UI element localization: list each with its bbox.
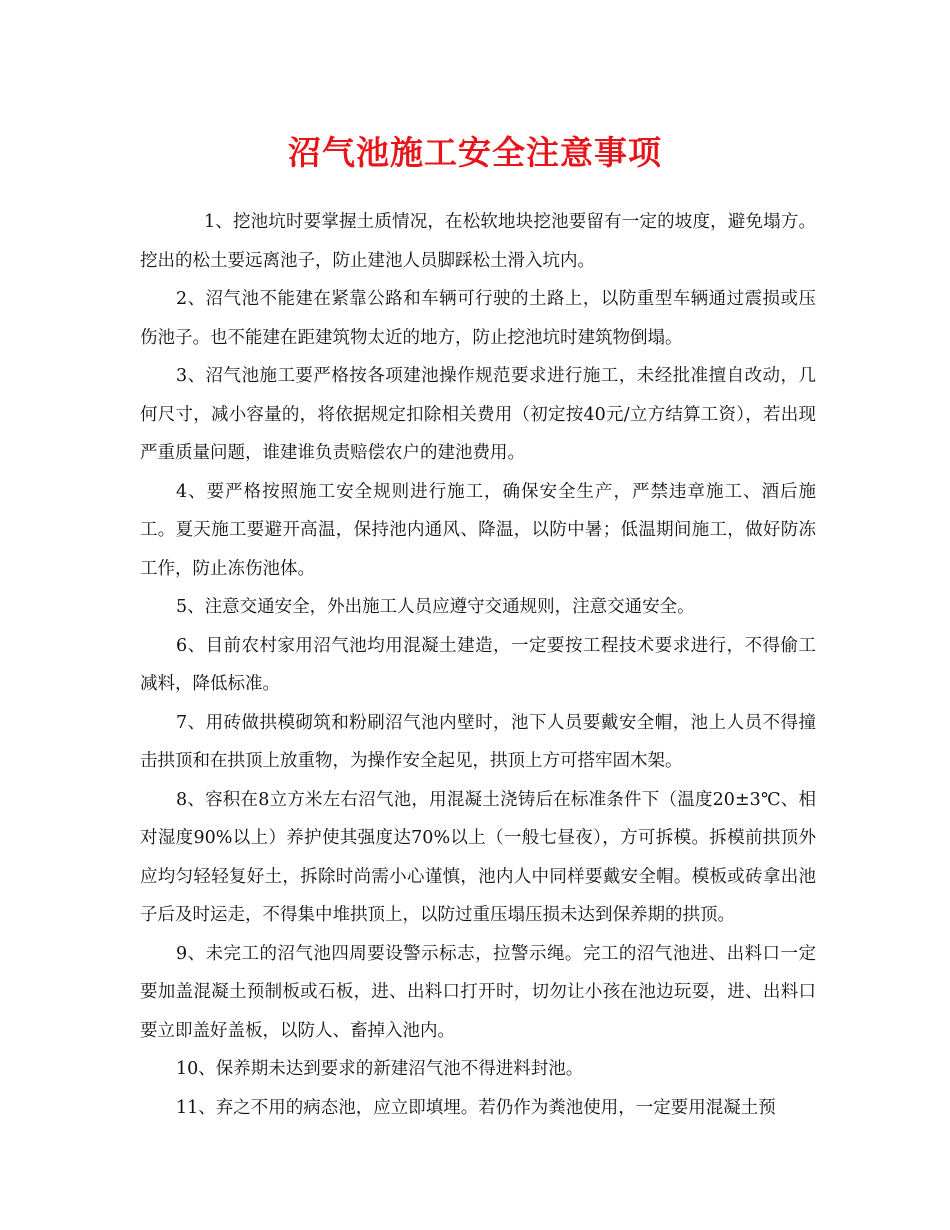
paragraph-10: 10、保养期未达到要求的新建沼气池不得进料封池。 [176,1059,584,1079]
paragraph-7: 7、用砖做拱模砌筑和粉刷沼气池内壁时，池下人员要戴安全帽，池上人员不得撞击拱顶和在拱顶上放重物，为操作安全起见，拱顶上方可搭牢固木架。 [140,712,816,771]
paragraph-3: 3、沼气池施工要严格按各项建池操作规范要求进行施工，未经批准擅自改动，几何尺寸，减小容量的，将依据规定扣除相关费用（初定按40元/立方结算工资），若出现严重质量问题，谁建谁负责赔偿农户的建池费用。 [140,366,816,463]
paragraph-6: 6、目前农村家用沼气池均用混凝土建造，一定要按工程技术要求进行，不得偷工减料，降低标准。 [140,635,816,694]
paragraph-1: 1、挖池坑时要掌握土质情况，在松软地块挖池要留有一定的坡度，避免塌方。挖出的松土要远离池子，防止建池人员脚踩松土滑入坑内。 [140,212,816,271]
paragraph-11: 11、弃之不用的病态池，应立即填埋。若仍作为粪池使用，一定要用混凝土预 [176,1097,776,1118]
document-body [140,203,816,1127]
paragraph-2: 2、沼气池不能建在紧靠公路和车辆可行驶的土路上，以防重型车辆通过震损或压伤池子。也不能建在距建筑物太近的地方，防止挖池坑时建筑物倒塌。 [140,289,816,348]
paragraph-9: 9、未完工的沼气池四周要设警示标志，拉警示绳。完工的沼气池进、出料口一定要加盖混凝土预制板或石板，进、出料口打开时，切勿让小孩在池边玩耍，进、出料口要立即盖好盖板，以防人、畜掉入池内。 [140,943,816,1041]
paragraph-5: 5、注意交通安全，外出施工人员应遵守交通规则，注意交通安全。 [176,597,695,617]
paragraph-8: 8、容积在8立方米左右沼气池，用混凝土浇铸后在标准条件下（温度20±3℃、相对湿度90%以上）养护使其强度达70%以上（一般七昼夜），方可拆模。拆模前拱顶外应均匀轻轻复好土，拆除时尚需小心谨慎，池内人中同样要戴安全帽。模板或砖拿出池子后及时运走，不得集中堆拱顶上，以防过重压塌压损未达到保养期的拱顶。 [140,789,816,925]
document-title: 沼气池施工安全注意事项 [288,133,662,172]
paragraph-4: 4、要严格按照施工安全规则进行施工，确保安全生产，严禁违章施工、酒后施工。夏天施工要避开高温，保持池内通风、降温，以防中暑；低温期间施工，做好防冻工作，防止冻伤池体。 [140,481,816,579]
